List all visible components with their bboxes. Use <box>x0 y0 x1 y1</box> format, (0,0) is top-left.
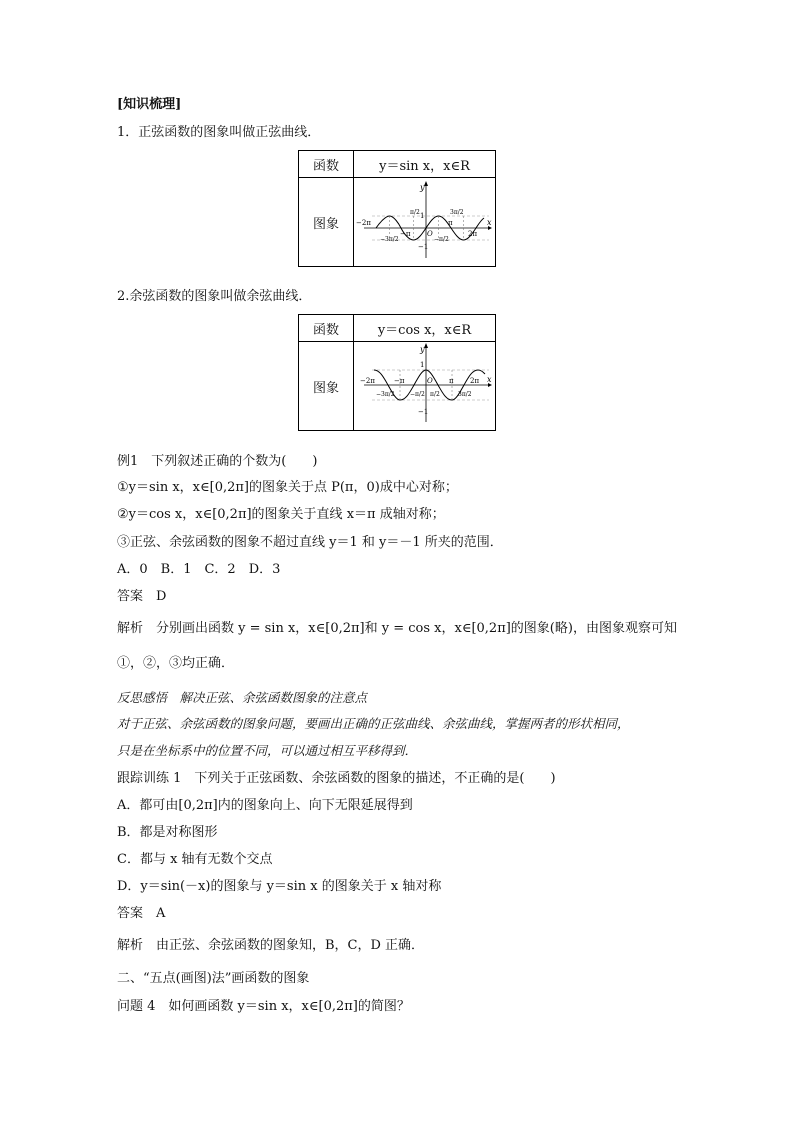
sine-tick-neg-half-pi: −π/2 <box>434 236 449 243</box>
cosine-tick-three-half-pi: 3π/2 <box>458 391 472 398</box>
sine-tick-three-half-pi: 3π/2 <box>450 209 464 216</box>
cosine-curve-graph <box>354 342 495 426</box>
sine-origin-label: O <box>427 230 433 238</box>
sine-tick-half-pi: π/2 <box>410 209 420 216</box>
sine-tick-neg-pi: −π <box>400 230 411 238</box>
cosine-x-label: x <box>487 375 492 384</box>
table2-col2-header: y＝cos x，x∈R <box>354 315 496 342</box>
training1-answer: 答案 A <box>117 906 166 921</box>
cosine-one-label: 1 <box>420 361 425 369</box>
sine-one-label: 1 <box>420 212 425 220</box>
sine-x-label: x <box>487 218 492 227</box>
training1-analysis: 解析 由正弦、余弦函数的图象知，B，C，D 正确． <box>117 938 425 953</box>
reflection-title: 反思感悟 解决正弦、余弦函数图象的注意点 <box>117 690 368 705</box>
sine-tick-neg-2pi: −2π <box>356 219 371 227</box>
question-4: 问题 4 如何画函数 y＝sin x，x∈[0,2π]的简图？ <box>117 999 410 1014</box>
training1-option-d: D．y＝sin(－x)的图象与 y＝sin x 的图象关于 x 轴对称 <box>117 879 442 894</box>
training1-option-b: B．都是对称图形 <box>117 825 218 840</box>
cosine-neg-one-label: −1 <box>418 408 429 416</box>
cosine-tick-neg-three-half-pi: −3π/2 <box>376 391 395 398</box>
table2-row-label: 图象 <box>299 342 354 431</box>
training1-question: 跟踪训练 1 下列关于正弦函数、余弦函数的图象的描述，不正确的是( ) <box>117 771 556 786</box>
sine-tick-2pi: 2π <box>468 230 478 238</box>
example1-statement-2: ②y＝cos x，x∈[0,2π]的图象关于直线 x＝π 成轴对称； <box>117 507 445 522</box>
cosine-tick-neg-2pi: −2π <box>360 377 375 385</box>
reflection-line-1: 对于正弦、余弦函数的图象问题，要画出正确的正弦曲线、余弦曲线，掌握两者的形状相同， <box>117 716 630 731</box>
cosine-y-label: y <box>420 345 425 354</box>
sine-tick-neg-three-half-pi: −3π/2 <box>380 236 399 243</box>
cosine-tick-neg-pi: −π <box>394 377 405 385</box>
cosine-tick-half-pi: π/2 <box>430 391 440 398</box>
section-header: [知识梳理] <box>117 97 182 112</box>
cosine-table <box>298 314 496 431</box>
example1-statement-3: ③正弦、余弦函数的图象不超过直线 y＝1 和 y＝－1 所夹的范围． <box>117 535 503 550</box>
table1-row-label: 图象 <box>299 178 354 267</box>
example1-question: 例1 下列叙述正确的个数为( ) <box>117 454 318 469</box>
table1-col2-header: y＝sin x，x∈R <box>354 151 496 178</box>
reflection-line-2: 只是在坐标系中的位置不同，可以通过相互平移得到． <box>117 743 418 758</box>
example1-analysis-cont: ①，②，③均正确． <box>117 656 235 671</box>
cosine-graph-cell <box>354 342 496 431</box>
cosine-origin-label: O <box>427 377 433 385</box>
sine-y-label: y <box>420 183 425 192</box>
item-1: 1．正弦函数的图象叫做正弦曲线． <box>117 125 321 140</box>
training1-option-a: A．都可由[0,2π]内的图象向上、向下无限延展得到 <box>117 798 413 813</box>
table2-col1-header: 函数 <box>299 315 354 342</box>
example1-options: A．0 B．1 C．2 D．3 <box>117 562 281 577</box>
example1-analysis: 解析 分别画出函数 y = sin x，x∈[0,2π]和 y = cos x，x∈[0,2π]的图象(略)，由图象观察可知 <box>117 621 677 636</box>
example1-statement-1: ①y＝sin x，x∈[0,2π]的图象关于点 P(π，0)成中心对称； <box>117 480 458 495</box>
section-2-heading: 二、“五点(画图)法”画函数的图象 <box>117 971 310 986</box>
cosine-tick-neg-half-pi: −π/2 <box>410 391 425 398</box>
sine-tick-pi: π <box>448 219 453 227</box>
cosine-tick-2pi: 2π <box>470 377 480 385</box>
sine-curve-graph <box>354 178 495 262</box>
sine-neg-one-label: −1 <box>418 243 429 251</box>
table1-col1-header: 函数 <box>299 151 354 178</box>
cosine-tick-pi: π <box>449 377 454 385</box>
sine-table <box>298 150 496 267</box>
example1-answer: 答案 D <box>117 589 167 604</box>
sine-graph-cell <box>354 178 496 267</box>
training1-option-c: C．都与 x 轴有无数个交点 <box>117 852 273 867</box>
item-2: 2.余弦函数的图象叫做余弦曲线． <box>117 289 312 304</box>
